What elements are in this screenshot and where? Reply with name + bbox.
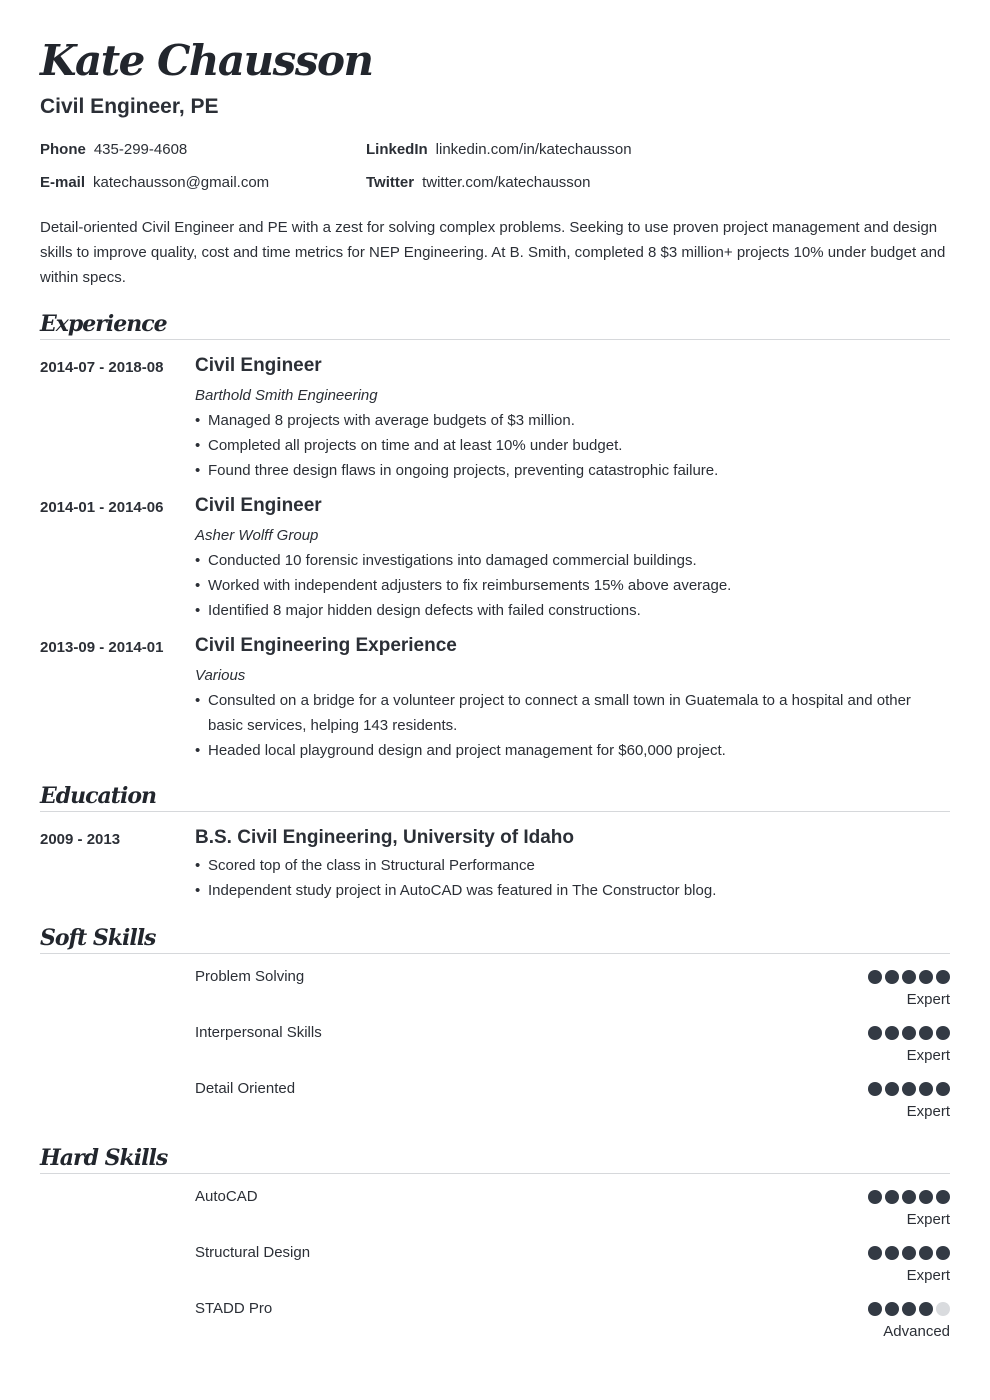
rating-dot-filled	[885, 970, 899, 984]
entry-body	[195, 355, 950, 483]
contact-twitter	[366, 173, 590, 193]
rating-dot-filled	[919, 1190, 933, 1204]
entry-company: Asher Wolff Group	[195, 527, 319, 544]
entry-body	[195, 495, 950, 623]
job-title: Civil Engineer, PE	[40, 95, 219, 118]
rating-dot-filled	[902, 970, 916, 984]
skill-level: Expert	[906, 1267, 950, 1284]
rating-dot-filled	[936, 1246, 950, 1260]
skill-level: Expert	[906, 991, 950, 1008]
bullet-item: • Consulted on a bridge for a volunteer project to connect a small town in Guatemala to a hospital and other basic services, helping 143 residents.	[195, 688, 950, 738]
twitter-value[interactable]: twitter.com/katechausson	[422, 174, 591, 191]
skill-row	[195, 1243, 950, 1293]
contact-linkedin	[366, 140, 632, 160]
entry-body	[195, 827, 950, 903]
skill-row	[195, 1023, 950, 1073]
entry-company: Various	[195, 667, 246, 684]
rating-dot-filled	[885, 1026, 899, 1040]
bullet-item: • Worked with independent adjusters to fix reimbursements 15% above average.	[195, 573, 950, 598]
skill-level: Expert	[906, 1047, 950, 1064]
hard-skills-section-header	[40, 1142, 950, 1174]
rating-dot-filled	[919, 1302, 933, 1316]
entry-date: 2014-07 - 2018-08	[40, 359, 164, 376]
linkedin-label: LinkedIn	[366, 141, 428, 158]
rating-dot-filled	[868, 1302, 882, 1316]
rating-dot-filled	[936, 1082, 950, 1096]
bullet-item: • Independent study project in AutoCAD was featured in The Constructor blog.	[195, 878, 950, 903]
bullet-item: • Managed 8 projects with average budgets of $3 million.	[195, 408, 950, 433]
rating-dot-filled	[885, 1190, 899, 1204]
rating-dot-filled	[902, 1302, 916, 1316]
skill-rating	[868, 970, 950, 984]
rating-dot-empty	[936, 1302, 950, 1316]
entry-date: 2009 - 2013	[40, 831, 121, 848]
candidate-name: Kate Chausson	[40, 36, 373, 85]
skill-row	[195, 1299, 950, 1349]
entry-title: B.S. Civil Engineering, University of Idaho	[195, 827, 575, 848]
rating-dot-filled	[885, 1082, 899, 1096]
education-section-header	[40, 780, 950, 812]
entry-date: 2013-09 - 2014-01	[40, 639, 164, 656]
entry-bullets	[195, 853, 950, 903]
rating-dot-filled	[885, 1302, 899, 1316]
rating-dot-filled	[936, 1026, 950, 1040]
skill-row	[195, 1079, 950, 1129]
rating-dot-filled	[936, 970, 950, 984]
skill-rating	[868, 1082, 950, 1096]
skill-name: Interpersonal Skills	[195, 1024, 322, 1041]
rating-dot-filled	[868, 1082, 882, 1096]
rating-dot-filled	[902, 1190, 916, 1204]
rating-dot-filled	[868, 1246, 882, 1260]
phone-label: Phone	[40, 141, 86, 158]
entry-date: 2014-01 - 2014-06	[40, 499, 164, 516]
summary-paragraph: Detail-oriented Civil Engineer and PE with a zest for solving complex problems. Seeking to use proven project management and design skills to improve quality, cost and time metrics for NEP Engineering. At B. Smith, completed 8 $3 million+ projects 10% under budget and within specs.	[40, 219, 946, 286]
experience-section-header	[40, 308, 950, 340]
skill-rating	[868, 1026, 950, 1040]
skill-level: Expert	[906, 1211, 950, 1228]
phone-value: 435-299-4608	[93, 141, 188, 158]
skill-rating	[868, 1190, 950, 1204]
email-label: E-mail	[40, 174, 86, 191]
hard-skills-heading: Hard Skills	[40, 1145, 168, 1171]
skill-name: STADD Pro	[195, 1300, 273, 1317]
entry-title: Civil Engineer	[195, 355, 322, 376]
rating-dot-filled	[902, 1246, 916, 1260]
entry-bullets	[195, 408, 950, 483]
bullet-item: • Identified 8 major hidden design defects with failed constructions.	[195, 598, 950, 623]
entry-title: Civil Engineering Experience	[195, 635, 457, 656]
skill-row	[195, 967, 950, 1017]
entry-bullets	[195, 688, 950, 763]
skill-level: Advanced	[883, 1323, 950, 1340]
skill-name: Detail Oriented	[195, 1080, 296, 1097]
entry-company: Barthold Smith Engineering	[195, 387, 378, 404]
entry-title: Civil Engineer	[195, 495, 322, 516]
skill-name: AutoCAD	[195, 1188, 258, 1205]
skill-name: Problem Solving	[195, 968, 305, 985]
entry-bullets	[195, 548, 950, 623]
contact-phone	[40, 140, 187, 160]
linkedin-value[interactable]: linkedin.com/in/katechausson	[435, 141, 632, 158]
rating-dot-filled	[885, 1246, 899, 1260]
rating-dot-filled	[868, 970, 882, 984]
rating-dot-filled	[919, 1246, 933, 1260]
entry-body	[195, 635, 950, 763]
bullet-item: • Conducted 10 forensic investigations into damaged commercial buildings.	[195, 548, 950, 573]
soft-skills-section-header	[40, 922, 950, 954]
bullet-item: • Found three design flaws in ongoing projects, preventing catastrophic failure.	[195, 458, 950, 483]
rating-dot-filled	[868, 1026, 882, 1040]
contact-email	[40, 173, 269, 193]
experience-heading: Experience	[40, 311, 167, 337]
skill-name: Structural Design	[195, 1244, 311, 1261]
bullet-item: • Completed all projects on time and at least 10% under budget.	[195, 433, 950, 458]
skill-rating	[868, 1302, 950, 1316]
education-heading: Education	[40, 783, 156, 809]
soft-skills-heading: Soft Skills	[40, 925, 156, 951]
twitter-label: Twitter	[366, 174, 415, 191]
rating-dot-filled	[919, 1082, 933, 1096]
skill-rating	[868, 1246, 950, 1260]
rating-dot-filled	[868, 1190, 882, 1204]
skill-level: Expert	[906, 1103, 950, 1120]
rating-dot-filled	[902, 1082, 916, 1096]
skill-row	[195, 1187, 950, 1237]
rating-dot-filled	[919, 1026, 933, 1040]
rating-dot-filled	[919, 970, 933, 984]
bullet-item: • Scored top of the class in Structural Performance	[195, 853, 950, 878]
bullet-item: • Headed local playground design and project management for $60,000 project.	[195, 738, 950, 763]
email-value[interactable]: katechausson@gmail.com	[93, 174, 270, 191]
rating-dot-filled	[936, 1190, 950, 1204]
rating-dot-filled	[902, 1026, 916, 1040]
